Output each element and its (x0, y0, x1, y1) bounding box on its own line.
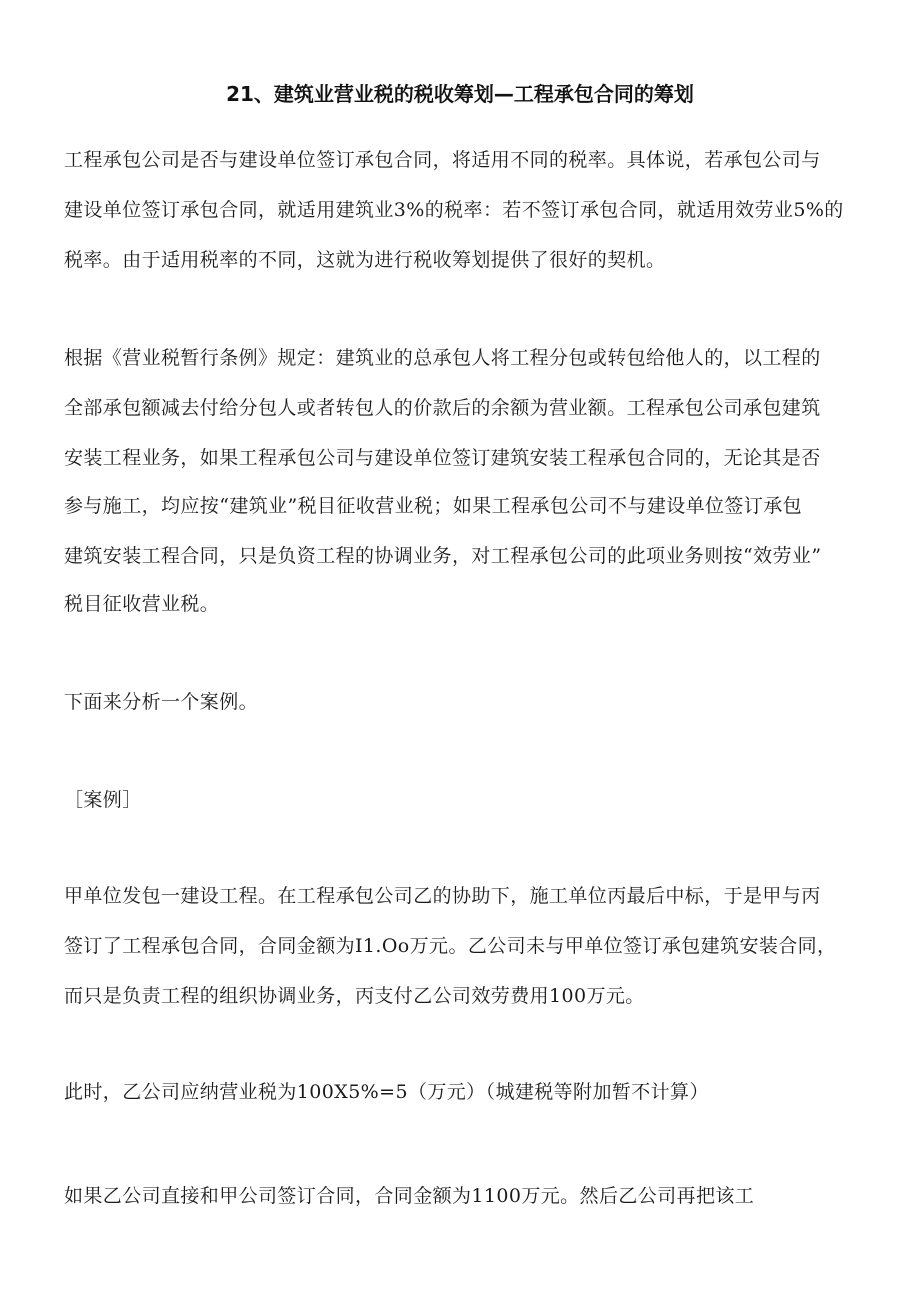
paragraph-2-line-1: 根据《营业税暂行条例》规定：建筑业的总承包人将工程分包或转包给他人的，以工程的 (64, 347, 821, 369)
paragraph-2-line-4: 参与施工，均应按“建筑业”税目征收营业税；如果工程承包公司不与建设单位签订承包 (64, 495, 803, 517)
paragraph-2-line-6: 税目征收营业税。 (64, 593, 220, 615)
paragraph-2-line-5: 建筑安装工程合同，只是负资工程的协调业务，对工程承包公司的此项业务则按“效劳业” (64, 545, 822, 567)
paragraph-2-line-2: 全部承包额减去付给分包人或者转包人的价款后的余额为营业额。工程承包公司承包建筑 (64, 397, 821, 419)
document-title: 21、建筑业营业税的税收筹划—工程承包合同的筹划 (226, 82, 694, 106)
paragraph-4-line-3: 而只是负责工程的组织协调业务，丙支付乙公司效劳费用100万元。 (64, 985, 645, 1007)
paragraph-5: 此时，乙公司应纳营业税为100X5%=5（万元）（城建税等附加暂不计算） (64, 1081, 709, 1103)
paragraph-1-line-1: 工程承包公司是否与建设单位签订承包合同，将适用不同的税率。具体说，若承包公司与 (64, 149, 821, 171)
case-label: ［案例］ (64, 789, 142, 811)
paragraph-1-line-2: 建设单位签订承包合同，就适用建筑业3%的税率：若不签订承包合同，就适用效劳业5%的 (64, 199, 844, 221)
paragraph-4-line-2: 签订了工程承包合同，合同金额为I1.Oo万元。乙公司未与甲单位签订承包建筑安装合同， (64, 935, 837, 957)
paragraph-3: 下面来分析一个案例。 (64, 691, 259, 713)
paragraph-6: 如果乙公司直接和甲公司签订合同，合同金额为1100万元。然后乙公司再把该工 (64, 1185, 755, 1207)
paragraph-2-line-3: 安装工程业务，如果工程承包公司与建设单位签订建筑安装工程承包合同的，无论其是否 (64, 447, 821, 469)
paragraph-4-line-1: 甲单位发包一建设工程。在工程承包公司乙的协助下，施工单位丙最后中标，于是甲与丙 (64, 885, 821, 907)
paragraph-1-line-3: 税率。由于适用税率的不同，这就为进行税收筹划提供了很好的契机。 (64, 249, 666, 271)
